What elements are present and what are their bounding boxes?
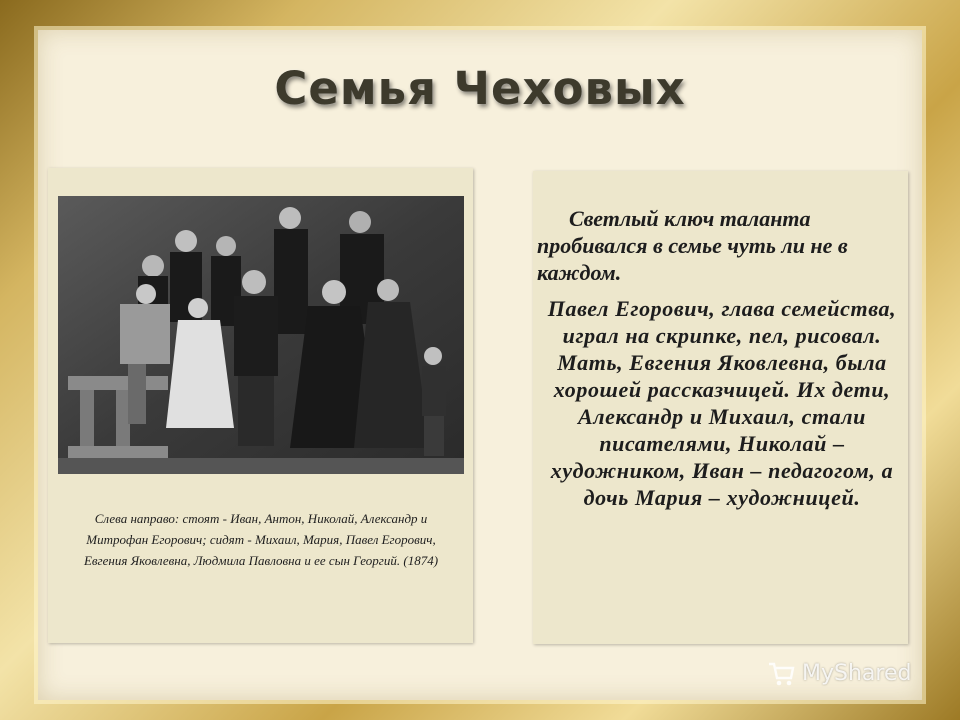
intro-paragraph: Светлый ключ таланта пробивался в семье чуть ли не в каждом. (537, 206, 848, 285)
photo-caption: Слева направо: стоят - Иван, Антон, Николай, Александр и Митрофан Егорович; сидят - Михаил, Мария, Павел Егорович, Евгения Яковлевна, Людмила Павловна и ее сын Георгий. (1874) (83, 511, 439, 568)
text-card (533, 171, 908, 644)
family-photograph-icon (58, 196, 464, 474)
family-photograph (58, 196, 464, 474)
myshared-cart-icon (766, 658, 796, 688)
watermark (766, 655, 911, 691)
watermark-label: MyShared (802, 660, 912, 686)
slide-title: Семья Чеховых (274, 62, 686, 115)
photo-card (48, 168, 473, 643)
family-description-paragraph: Павел Егорович, глава семейства, играл на скрипке, пел, рисовал. Мать, Евгения Яковлевна, была хорошей рассказчицей. Их дети, Александр и Михаил, стали писателями, Николай – художником, Иван – педагогом, а дочь Мария – художницей. (547, 296, 897, 510)
